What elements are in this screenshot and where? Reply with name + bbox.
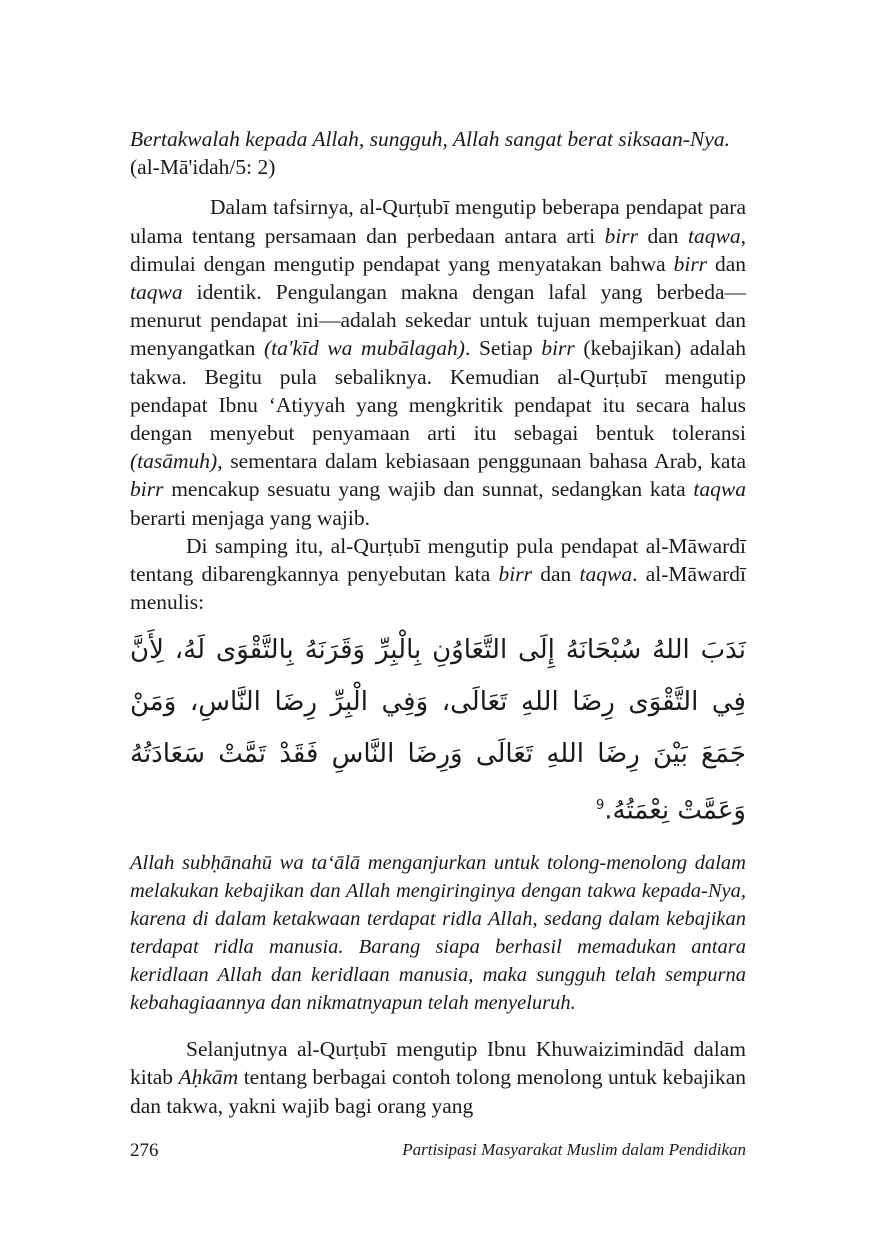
quote-translation: Allah subḥānahū wa ta‘ālā menganjurkan untuk tolong-menolong dalam melakukan kebajikan dan Allah mengiringinya dengan takwa kepada-Nya, karena di dalam ketakwaan terdapat ridla Allah, sedang dalam kebajikan terdapat ridla manusia. Barang siapa berhasil memadukan antara keridlaan Allah dan keridlaan manusia, maka sungguh telah sempurna kebahagiaannya dan nikmatnyapun telah menyeluruh. (130, 852, 746, 1015)
paragraph-2 (130, 532, 746, 617)
arabic-quotation (130, 624, 746, 837)
italic-term: taqwa (693, 477, 746, 502)
text-run: Dalam tafsirnya, al-Qurṭubī mengutip beberapa pendapat para ulama tentang persamaan dan perbedaan antara arti (130, 195, 746, 248)
italic-term: Aḥkām (178, 1065, 239, 1090)
text-run: dan (638, 223, 689, 248)
text-run: Selanjutnya al-Qurṭubī mengutip Ibnu Khuwaizimindād dalam kitab (130, 1037, 746, 1090)
arabic-text: نَدَبَ اللهُ سُبْحَانَهُ إِلَى التَّعَاوُنِ بِالْبِرِّ وَقَرَنَهُ بِالتَّقْوَى لَهُ، لِأَنَّ فِي التَّقْوَى رِضَا اللهِ تَعَالَى، وَفِي الْبِرِّ رِضَا النَّاسِ، وَمَنْ جَمَعَ بَيْنَ رِضَا اللهِ تَعَالَى وَرِضَا النَّاسِ فَقَدْ تَمَّتْ سَعَادَتُهُ وَعَمَّتْ نِعْمَتُهُ. (130, 635, 746, 827)
text-run: Di samping itu, al-Qurṭubī mengutip pula pendapat al-Māwardī tentang dibarengkannya penyebutan kata (130, 533, 746, 587)
italic-term: birr (130, 477, 164, 502)
running-title: Partisipasi Masyarakat Muslim dalam Pendidikan (402, 1140, 746, 1159)
italic-term: (ta'kīd wa mubālagah) (263, 336, 465, 361)
italic-term: taqwa (579, 562, 633, 587)
italic-term: birr (673, 251, 708, 276)
text-run: berarti menjaga yang wajib. (130, 505, 370, 530)
text-run: tentang berbagai contoh tolong menolong untuk kebajikan dan takwa, yakni wajib bagi orang yang (130, 1065, 746, 1118)
text-run: identik. Pengulangan makna dengan lafal yang berbeda—menurut pendapat ini—adalah sekedar untuk tujuan memperkuat dan menyangatkan (130, 280, 746, 361)
text-run: mencakup sesuatu yang wajib dan sunnat, sedangkan kata (163, 477, 694, 502)
text-run: dan (707, 251, 746, 276)
italic-term: (tasāmuh) (130, 449, 218, 474)
text-run: (kebajikan) adalah takwa. Begitu pula sebaliknya. Kemudian al-Qurṭubī mengutip pendapat Ibnu ‘Atiyyah yang mengkritik pendapat itu secara halus dengan menyebut penyamaan arti itu sebagai bentuk toleransi (130, 336, 747, 446)
italic-term: birr (604, 223, 639, 248)
italic-term: birr (498, 562, 532, 587)
quote-translation-end: Bertakwalah kepada Allah, sungguh, Allah sangat berat siksaan-Nya. (130, 127, 730, 151)
text-run: . Setiap (464, 336, 542, 361)
italic-term: birr (541, 336, 575, 361)
text-run: . al-Māwardī menulis: (130, 562, 747, 615)
page-number: 276 (130, 1140, 159, 1161)
italic-term: taqwa (130, 280, 183, 305)
text-run: , dimulai dengan mengutip pendapat yang menyatakan bahwa (130, 223, 746, 276)
page-body (130, 125, 746, 1120)
page-footer (130, 1140, 746, 1170)
paragraph-1 (130, 193, 746, 531)
quote-reference: (al-Mā'idah/5: 2) (130, 155, 276, 180)
italic-term: taqwa (688, 223, 741, 248)
text-run: dan (531, 562, 580, 587)
footnote-marker[interactable]: 9 (595, 798, 605, 814)
text-run: , sementara dalam kebiasaan penggunaan bahasa Arab, kata (217, 449, 746, 474)
paragraph-3 (130, 1035, 746, 1120)
